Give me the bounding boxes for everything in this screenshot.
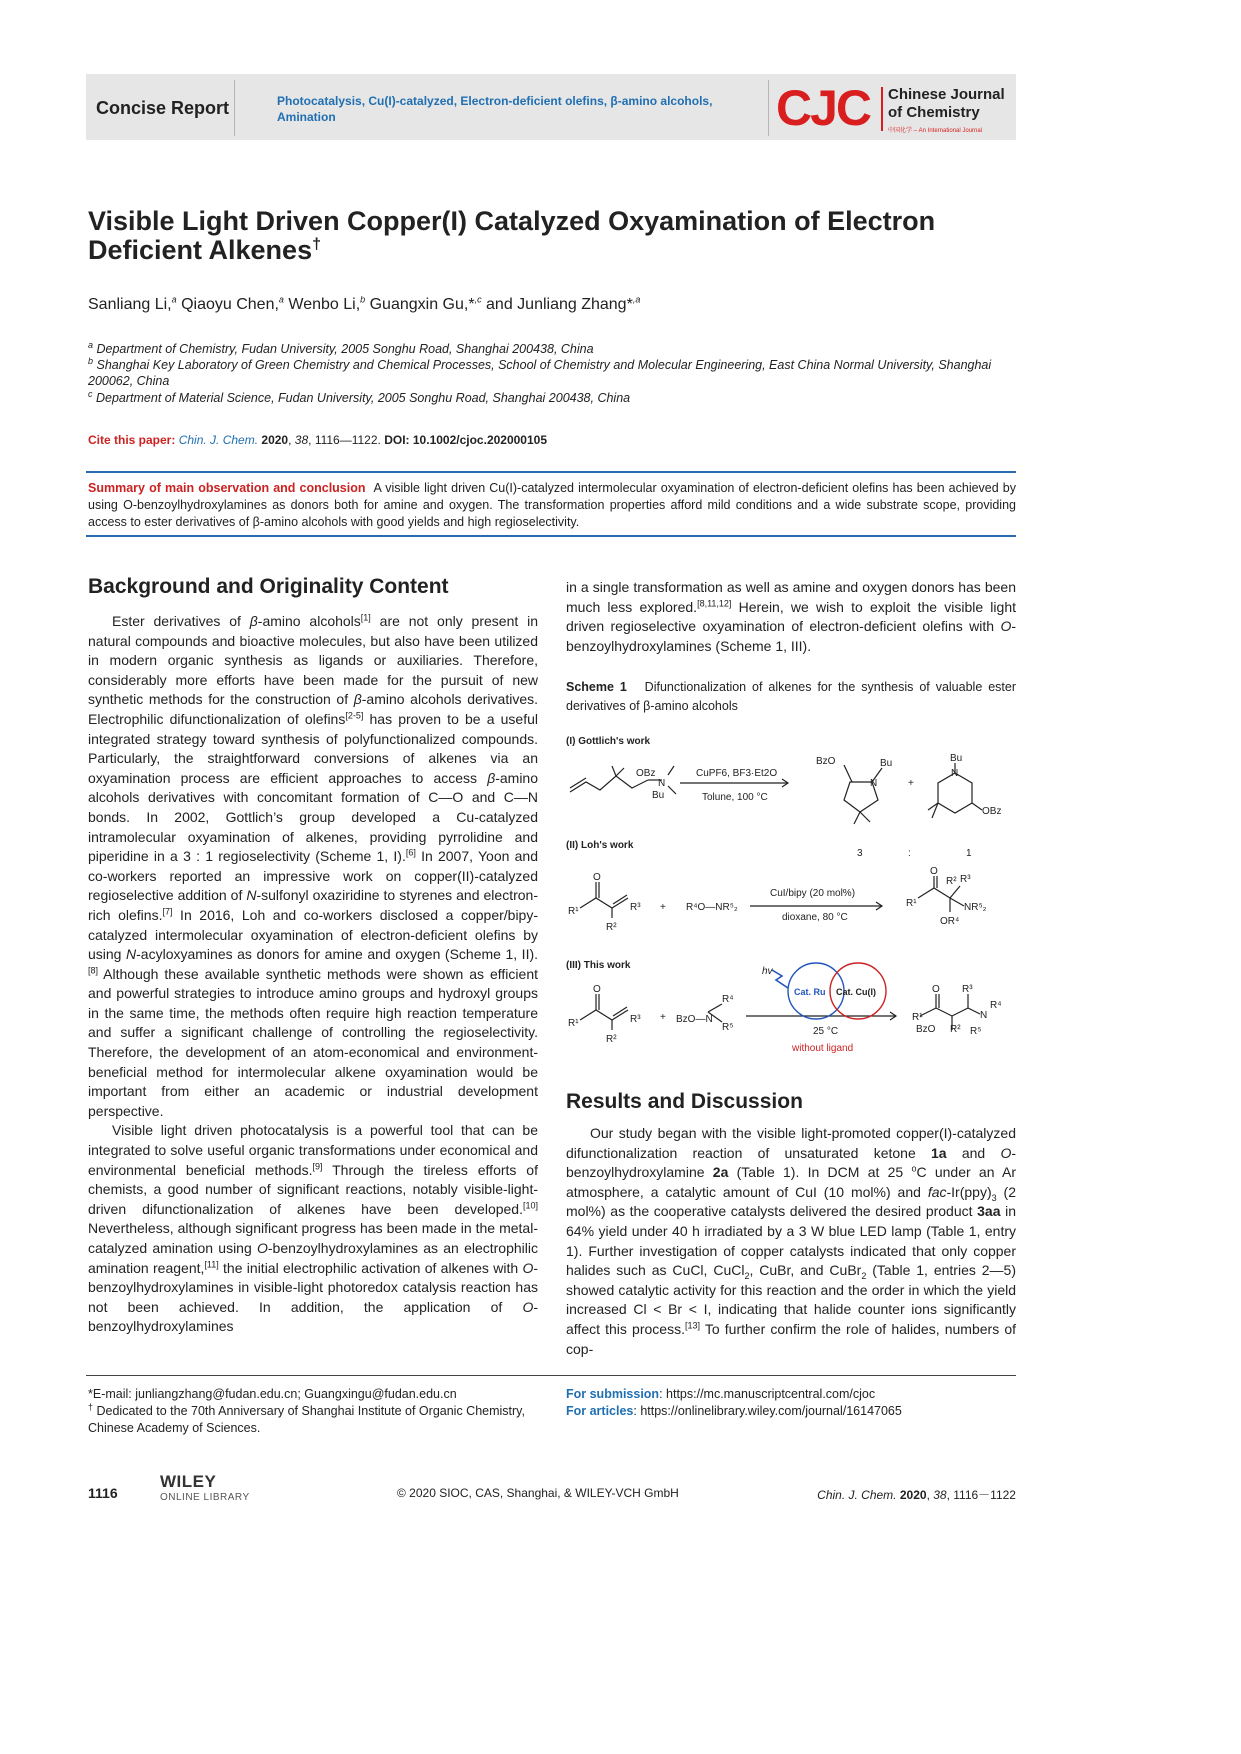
body-text-right-results: Our study began with the visible light-promoted copper(I)-catalyzed difunctionalization reaction of unsaturated ketone 1a and O-benzoylhydroxylamine 2a (Table 1). In DCM at 25 $^o$C under an Ar atmosphere, a catalytic amount of CuI (10 mol%) and fac-$Ir(ppy)_3$ (2 mol%) as the cooperative catalysts delivered the desired product 3aa in 64% yield under 40 h irradiated by a 3 W blue LED lamp (Table 1, entry 1). Further investigation of copper catalysts indicated that only copper halides such as CuCl, CuCl$_2$, CuBr, and CuBr$_2$ (Table 1, entries 2—5) showed catalytic activity for this reaction and the order in which the yield increased Cl < Br < I, indicating that halide counter ions significantly affect this process.[13] To further confirm the role of halides, numbers of cop- xyxy=(566,1125,1017,1357)
journal-logo: CJC xyxy=(776,80,871,136)
footer-citation: Chin. J. Chem. 2020, 38, 1116－1122 xyxy=(817,1488,1016,1502)
svg-text:O: O xyxy=(593,872,601,883)
article-title: Visible Light Driven Copper(I) Catalyzed Oxyamination of Electron Deficient Alkenes† xyxy=(88,206,936,265)
citation-line: Cite this paper: Chin. J. Chem. 2020, 38, 1116—1122. DOI: 10.1002/cjoc.202000105 xyxy=(88,433,548,447)
svg-text:N: N xyxy=(658,778,666,789)
summary-box: Summary of main observation and conclusion A visible light driven Cu(I)-catalyzed intermolecular oxyamination of electron-deficient olefins has been achieved by using O-benzoylhydroxylamines as donors both for amine and oxygen. The transformation properties afford mild conditions and a wide substrate scope, providing access to ester derivatives of β-amino alcohols with good yields and high regioselectivity. xyxy=(88,481,1017,529)
scheme-part2-label: (II) Loh's work xyxy=(566,840,634,851)
journal-name: Chinese Journal of Chemistry xyxy=(888,86,1005,121)
scheme-part3-note: without ligand xyxy=(792,1043,854,1054)
journal-subtitle: 中国化学 – An International Journal xyxy=(888,128,983,134)
article-type: Concise Report xyxy=(96,98,230,118)
section-heading: Background and Originality Content xyxy=(88,575,449,598)
footnotes-right: For submission: https://mc.manuscriptcentral.com/cjoc For articles: https://onlinelibrary.wiley.com/journal/16147065 xyxy=(566,1387,902,1418)
footnotes-left xyxy=(88,1386,548,1437)
scheme-part3-label: (III) This work xyxy=(566,960,631,971)
svg-text:O: O xyxy=(930,866,938,877)
affiliation: $^a$ Department of Chemistry, Fudan University, 2005 Songhu Road, Shanghai 200438, China xyxy=(88,339,594,356)
svg-text:R¹: R¹ xyxy=(568,1018,579,1029)
body-text-left: Ester derivatives of β-amino alcohols[1] are not only present in natural compounds and bioactive molecules, but also have been utilized in modern organic synthesis as ligands or auxiliaries. Therefore, considerably more efforts have been made for the pursuit of new synthetic methods for the construction of β-amino alcohols derivatives. Electrophilic difunctionalization of olefins[2-5] has proven to be a useful integrated strategy toward synthesis of polyfunctionalized compounds. Particularly, the straightforward conversions of alkenes via an oxyamination process are efficient approaches to access β-amino alcohols derivatives with concomitant formation of C—O and C—N bonds. In 2002, Gottlich’s group developed a Cu-catalyzed intramolecular oxyamination of alkenes, providing pyrrolidine and piperidine in a 3 : 1 regioselectivity (Scheme 1, I).[6] In 2007, Yoon and co-workers reported an impressive work on copper(II)-catalyzed regioselective addition of N-sulfonyl oxaziridine to styrenes and electron-rich olefins.[7] In 2016, Loh and co-workers disclosed a copper/bipy-catalyzed intermolecular oxyamination of electron-deficient olefins by using N-acyloxyamines as donors for amine and oxygen (Scheme 1, II).[8] Although these available synthetic methods were shown as efficient and powerful strategies to introduce amino groups and hydroxyl groups in the same time, the methods often require high reaction temperature and suffer a significant challenge of controlling the regioselectivity. Therefore, the development of an atom-economical and environment-beneficial method for intermolecular alkene oxyamination would be important from either an academic or industrial development perspective. Visible light driven photocatalysis is a powerful tool that can be integrated to solve useful organic transformations under economical and environmental beneficial methods.[9] Through the tireless efforts of chemists, a good number of significant reactions, notably visible-light-driven difunctionalization of alkenes have been developed.[10] Nevertheless, although significant progress has been made in the metal-catalyzed amination using O-benzoylhydroxylamines as an electrophilic amination reagent,[11] the initial electrophilic activation of alkenes with O-benzoylhydroxylamines in visible-light photoredox catalysis reaction has not been achieved. In addition, the application of O-benzoylhydroxylamines xyxy=(88,612,539,1335)
author: Guangxin Gu,*$^{,c}$ xyxy=(365,294,482,313)
svg-text:O: O xyxy=(593,984,601,995)
svg-text:Bu: Bu xyxy=(880,758,893,769)
svg-text:OBz: OBz xyxy=(982,806,1002,817)
scheme-cat-ru: Cat. Ru xyxy=(794,987,826,997)
svg-text:BzO: BzO xyxy=(916,1024,936,1035)
svg-text:R²: R² xyxy=(606,1034,617,1045)
author-list xyxy=(88,296,640,314)
scheme-ratio-sep: : xyxy=(908,848,911,859)
svg-text:R³: R³ xyxy=(630,902,641,913)
svg-text:Bu: Bu xyxy=(652,790,665,801)
svg-text:R²: R² xyxy=(606,922,617,933)
svg-text:OBz: OBz xyxy=(636,768,656,779)
scheme-part3-conditions: 25 °C xyxy=(813,1026,839,1037)
svg-text:R⁴O—NR⁵₂: R⁴O—NR⁵₂ xyxy=(686,902,738,913)
svg-text:+: + xyxy=(660,902,666,913)
header-divider xyxy=(768,80,769,136)
articles-link[interactable]: : https://onlinelibrary.wiley.com/journal/16147065 xyxy=(633,1404,902,1418)
svg-text:N: N xyxy=(870,778,878,789)
summary-top-rule xyxy=(86,471,1016,473)
scheme-hv-label: hv xyxy=(762,966,773,977)
scheme-part2-reagent: CuI/bipy (20 mol%) xyxy=(770,888,856,899)
email-footnote: *E-mail: junliangzhang@fudan.edu.cn; Guangxingu@fudan.edu.cn xyxy=(88,1387,457,1401)
summary-bottom-rule xyxy=(86,535,1016,537)
svg-text:R¹: R¹ xyxy=(568,906,579,917)
svg-text:N: N xyxy=(951,768,959,779)
keywords: Photocatalysis, Cu(I)-catalyzed, Electron-deficient olefins, β-amino alcohols, Amination xyxy=(277,94,713,124)
svg-text:R¹: R¹ xyxy=(912,1012,923,1023)
svg-text:R⁴: R⁴ xyxy=(990,1000,1002,1011)
scheme-caption: Scheme 1 Difunctionalization of alkenes for the synthesis of valuable ester derivatives of β-amino alcohols xyxy=(566,680,1016,713)
scheme-cat-cu: Cat. Cu(I) xyxy=(836,987,876,997)
affiliation: $^c$ Department of Material Science, Fudan University, 2005 Songhu Road, Shanghai 200438, China xyxy=(88,388,631,405)
header-divider xyxy=(234,80,235,136)
scheme-ratio-b: 1 xyxy=(966,848,972,859)
svg-text:R⁵: R⁵ xyxy=(722,1022,734,1033)
affiliation: $^b$ Shanghai Key Laboratory of Green Chemistry and Chemical Processes, School of Chemistry and Molecular Engineering, East China Normal University, Shanghai 200062, China xyxy=(88,355,992,388)
footnote-rule xyxy=(86,1375,1016,1376)
doi[interactable]: DOI: 10.1002/cjoc.202000105 xyxy=(384,433,548,447)
svg-text:R³: R³ xyxy=(962,984,973,995)
svg-text:R¹: R¹ xyxy=(906,898,917,909)
svg-text:R⁴: R⁴ xyxy=(722,994,734,1005)
svg-text:R³: R³ xyxy=(630,1014,641,1025)
submission-link[interactable]: : https://mc.manuscriptcentral.com/cjoc xyxy=(659,1387,876,1401)
scheme-ratio-a: 3 xyxy=(857,848,863,859)
svg-text:R²: R² xyxy=(946,876,957,887)
scheme-part2-conditions: dioxane, 80 °C xyxy=(782,912,848,923)
page-number: 1116 xyxy=(88,1485,118,1501)
svg-text:Bu: Bu xyxy=(950,753,963,764)
reaction-scheme xyxy=(560,730,1020,1060)
logo-divider xyxy=(881,87,883,131)
copyright: © 2020 SIOC, CAS, Shanghai, & WILEY-VCH GmbH xyxy=(397,1486,679,1500)
author: Qiaoyu Chen,$^a$ xyxy=(176,294,284,313)
wiley-logo: WILEY ONLINE LIBRARY xyxy=(160,1472,250,1503)
svg-text:OR⁴: OR⁴ xyxy=(940,916,960,927)
author: Wenbo Li,$^b$ xyxy=(283,294,366,313)
body-text-right: in a single transformation as well as amine and oxygen donors has been much less explored.[8,11,12] Herein, we wish to exploit the visible light driven regioselective oxyamination of electron-deficient olefins with O-benzoylhydroxylamines (Scheme 1, III). xyxy=(566,579,1016,654)
svg-text:N: N xyxy=(980,1010,988,1021)
scheme-part1-conditions: Tolune, 100 °C xyxy=(702,792,768,803)
svg-text:NR⁵₂: NR⁵₂ xyxy=(964,902,987,913)
svg-text:BzO: BzO xyxy=(816,756,836,767)
svg-text:R³: R³ xyxy=(960,874,971,885)
scheme-part1-label: (I) Gottlich's work xyxy=(566,736,651,747)
dedication-footnote: † Dedicated to the 70th Anniversary of Shanghai Institute of Organic Chemistry, Chinese Academy of Sciences. xyxy=(88,1401,525,1435)
svg-text:+: + xyxy=(660,1012,666,1023)
author: and Junliang Zhang*$^{,a}$ xyxy=(481,294,641,313)
section-heading: Results and Discussion xyxy=(566,1090,803,1113)
author: Sanliang Li,$^a$ xyxy=(88,294,177,313)
svg-text:R⁵: R⁵ xyxy=(970,1026,982,1037)
svg-text:+: + xyxy=(908,778,914,789)
svg-text:BzO—N: BzO—N xyxy=(676,1014,713,1025)
scheme-part1-reagent: CuPF6, BF3·Et2O xyxy=(696,768,778,779)
svg-text:O: O xyxy=(932,984,940,995)
svg-text:R²: R² xyxy=(950,1024,961,1035)
